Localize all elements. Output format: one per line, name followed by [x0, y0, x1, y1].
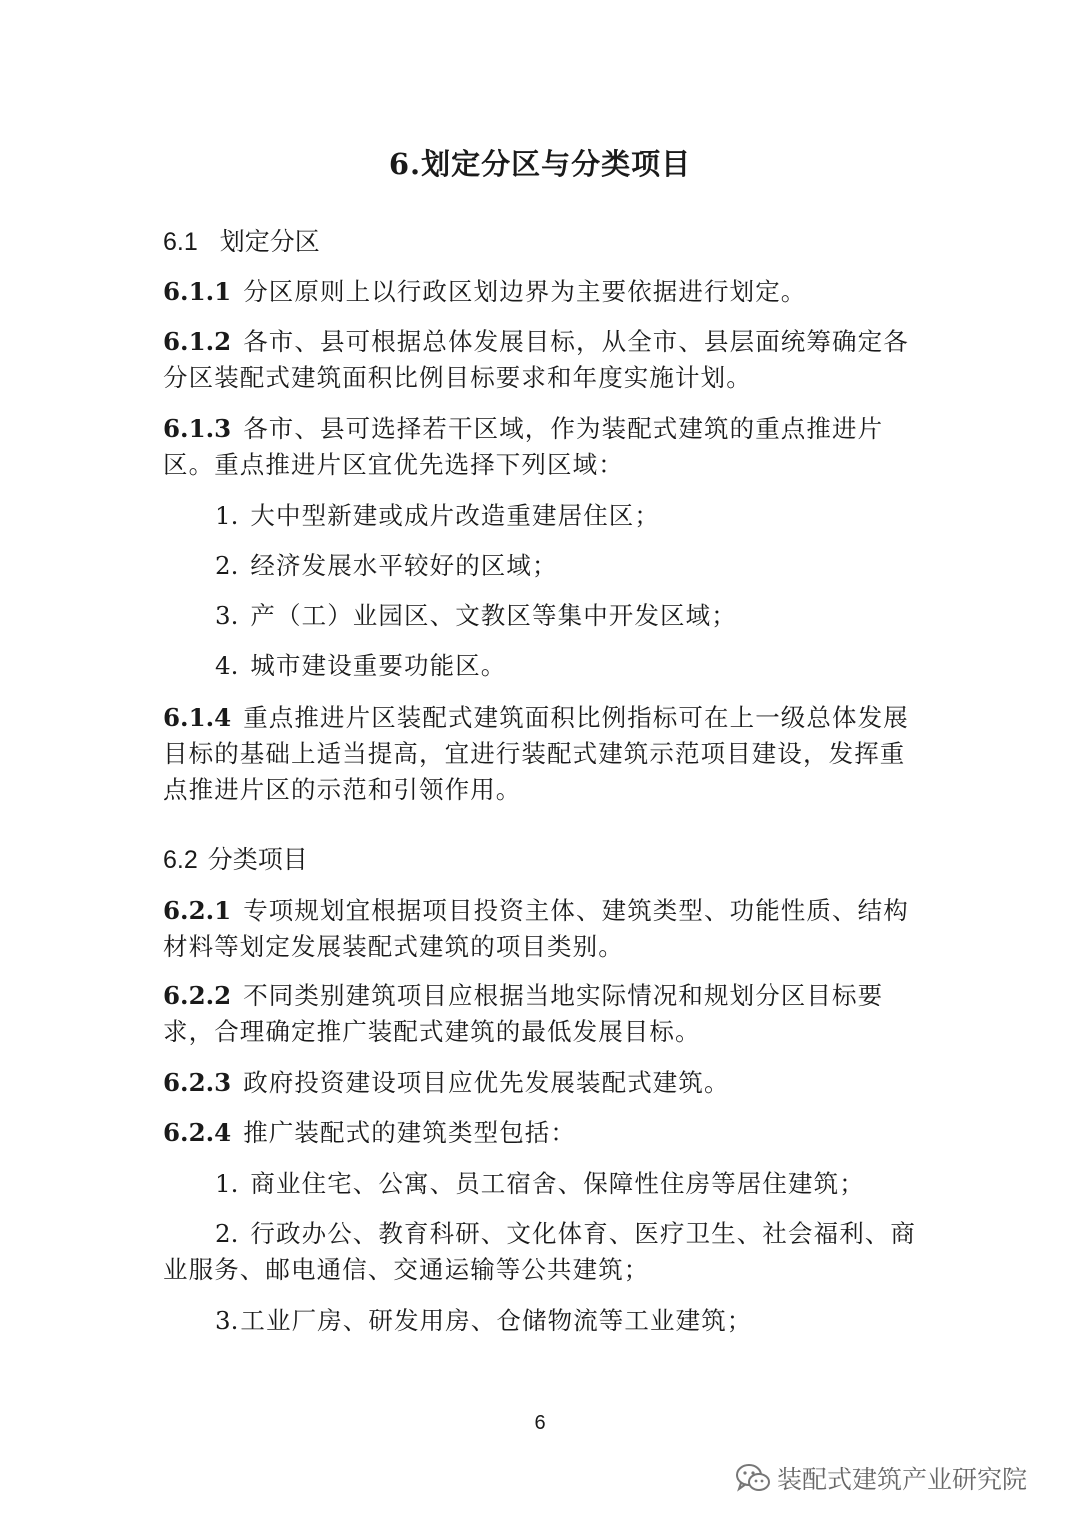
wechat-icon [735, 1463, 771, 1493]
clause-number: 6.1.3 [163, 414, 232, 443]
list-item [215, 498, 925, 534]
section-title: 分类项目 [207, 845, 308, 874]
clause-number: 6.2.3 [163, 1068, 232, 1097]
clause-text: 重点推进片区装配式建筑面积比例指标可在上一级总体发展目标的基础上适当提高，宜进行装配式建筑示范项目建设，发挥重点推进片区的示范和引领作用。 [163, 703, 909, 804]
list-item-text: 经济发展水平较好的区域； [250, 551, 558, 580]
list-item [215, 598, 925, 634]
section-heading [163, 222, 320, 258]
clause-text: 推广装配式的建筑类型包括： [243, 1118, 577, 1147]
list-item-number: 1. [215, 501, 239, 530]
list-item-number: 1. [215, 1169, 239, 1198]
clause-text: 分区原则上以行政区划边界为主要依据进行划定。 [243, 277, 807, 306]
list-item [215, 548, 925, 584]
clause-number: 6.1.2 [163, 327, 232, 356]
clause-text: 政府投资建设项目应优先发展装配式建筑。 [243, 1068, 730, 1097]
list-item-text: 大中型新建或成片改造重建居住区； [250, 501, 660, 530]
section-heading [163, 840, 308, 876]
section-number: 6.2 [163, 846, 198, 874]
clause-number: 6.1.1 [163, 277, 232, 306]
clause [163, 1115, 923, 1151]
list-item-text: 城市建设重要功能区。 [250, 651, 507, 680]
list-item-number: 2. [215, 551, 239, 580]
clause-number: 6.2.1 [163, 896, 232, 925]
list-item-text: 产（工）业园区、文教区等集中开发区域； [250, 601, 737, 630]
list-item-text: 工业厂房、研发用房、仓储物流等工业建筑； [240, 1306, 753, 1335]
list-item-text: 行政办公、教育科研、文化体育、医疗卫生、社会福利、商业服务、邮电通信、交通运输等公共建筑； [163, 1219, 916, 1284]
clause-text: 不同类别建筑项目应根据当地实际情况和规划分区目标要求，合理确定推广装配式建筑的最低发展目标。 [163, 981, 884, 1046]
list-item [215, 648, 925, 684]
list-item [215, 1166, 925, 1202]
clause-number: 6.2.2 [163, 981, 232, 1010]
clause [163, 1065, 923, 1101]
section-title: 划定分区 [219, 227, 320, 256]
clause-text: 各市、县可根据总体发展目标，从全市、县层面统筹确定各分区装配式建筑面积比例目标要求和年度实施计划。 [163, 327, 909, 392]
clause [163, 893, 923, 965]
clause-number: 6.1.4 [163, 703, 232, 732]
list-item-number: 4. [215, 651, 239, 680]
clause-number: 6.2.4 [163, 1118, 232, 1147]
list-item-number: 3. [215, 601, 239, 630]
watermark-text: 装配式建筑产业研究院 [777, 1465, 1028, 1494]
clause [163, 978, 923, 1050]
list-item-text: 商业住宅、公寓、员工宿舍、保障性住房等居住建筑； [250, 1169, 865, 1198]
clause [163, 324, 923, 396]
list-item [215, 1303, 925, 1339]
clause [163, 700, 923, 808]
page-title: 6.划定分区与分类项目 [388, 147, 692, 181]
list-item [163, 1216, 923, 1288]
clause [163, 274, 923, 310]
clause-text: 专项规划宜根据项目投资主体、建筑类型、功能性质、结构材料等划定发展装配式建筑的项目类别。 [163, 896, 909, 961]
clause-text: 各市、县可选择若干区域，作为装配式建筑的重点推进片区。重点推进片区宜优先选择下列区域： [163, 414, 884, 479]
page-number: 6 [534, 1412, 546, 1434]
list-item-number: 2. [215, 1219, 239, 1248]
clause [163, 411, 923, 483]
list-item-number: 3. [215, 1306, 239, 1335]
section-number: 6.1 [163, 228, 198, 256]
watermark [735, 1460, 1027, 1496]
